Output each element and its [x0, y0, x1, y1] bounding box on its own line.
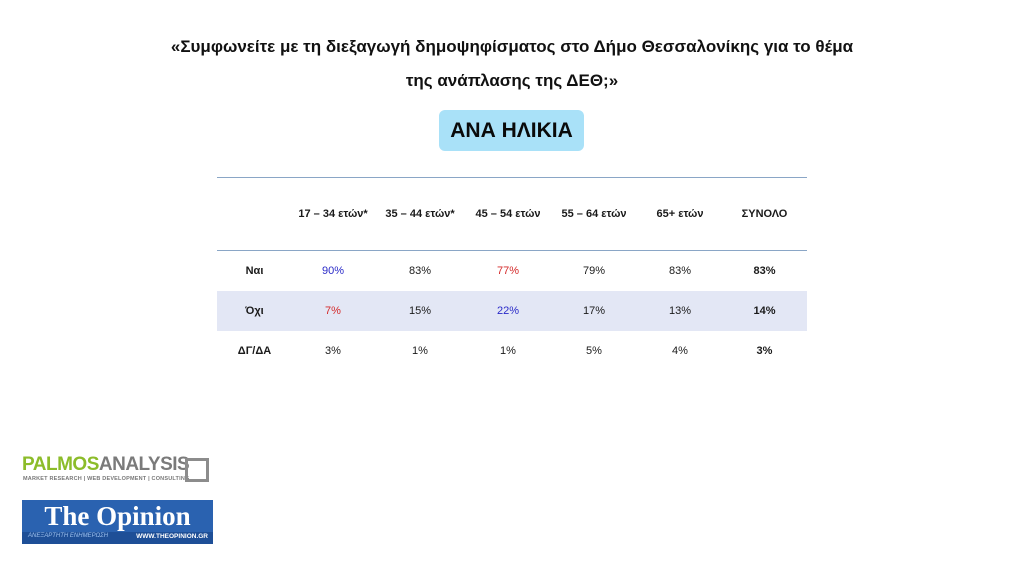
row-label: ΔΓ/ΔΑ — [237, 345, 272, 357]
table-cell: 22% — [496, 305, 520, 317]
table-cell: 1% — [500, 345, 516, 357]
column-header: 35 – 44 ετών* — [385, 208, 455, 220]
column-header: 17 – 34 ετών* — [298, 208, 368, 220]
palmos-square-inner-icon — [194, 467, 209, 482]
table-row — [217, 291, 807, 331]
palmos-logo-tagline: MARKET RESEARCH | WEB DEVELOPMENT | CONSULTING — [23, 476, 190, 482]
palmos-logo-wordmark — [22, 455, 189, 475]
row-label: Όχι — [245, 305, 264, 317]
opinion-logo-title: The Opinion — [44, 501, 191, 531]
survey-question — [0, 30, 1024, 98]
table-cell-total: 14% — [753, 305, 776, 317]
results-table — [217, 177, 807, 371]
table-row — [217, 251, 807, 291]
age-breakdown-badge: ΑΝΑ ΗΛΙΚΙΑ — [439, 110, 584, 151]
table-cell: 5% — [586, 345, 602, 357]
table-cell: 3% — [325, 345, 341, 357]
table-cell: 13% — [668, 305, 692, 317]
table-cell: 79% — [582, 265, 606, 277]
column-header: 65+ ετών — [656, 208, 704, 220]
table-cell: 4% — [672, 345, 688, 357]
table-cell-total: 3% — [756, 345, 773, 357]
the-opinion-logo — [22, 500, 213, 544]
table-header-row — [217, 178, 807, 251]
palmos-logo-part-a: PALMOS — [22, 454, 99, 475]
column-header: ΣΥΝΟΛΟ — [741, 208, 788, 220]
table-cell: 83% — [668, 265, 692, 277]
opinion-logo-url: WWW.THEOPINION.GR — [136, 533, 208, 540]
table-cell: 17% — [582, 305, 606, 317]
table-cell: 15% — [408, 305, 432, 317]
table-cell-total: 83% — [753, 265, 776, 277]
palmos-logo-part-b: ANALYSIS — [98, 454, 190, 475]
table-row — [217, 331, 807, 371]
table-cell: 7% — [325, 305, 341, 317]
column-header: 55 – 64 ετών — [561, 208, 627, 220]
table-cell: 83% — [408, 265, 432, 277]
table-cell: 1% — [412, 345, 428, 357]
palmos-analysis-logo — [22, 455, 214, 491]
row-label: Ναι — [245, 265, 264, 277]
question-line-2: της ανάπλασης της ΔΕΘ;» — [405, 71, 619, 90]
table-cell: 90% — [321, 265, 345, 277]
opinion-logo-tagline: ΑΝΕΞΑΡΤΗΤΗ ΕΝΗΜΕΡΩΣΗ — [28, 533, 109, 539]
question-line-1: «Συμφωνείτε με τη διεξαγωγή δημοψηφίσματος στο Δήμο Θεσσαλονίκης για το θέμα — [170, 37, 854, 56]
column-header: 45 – 54 ετών — [475, 208, 541, 220]
table-cell: 77% — [496, 265, 520, 277]
